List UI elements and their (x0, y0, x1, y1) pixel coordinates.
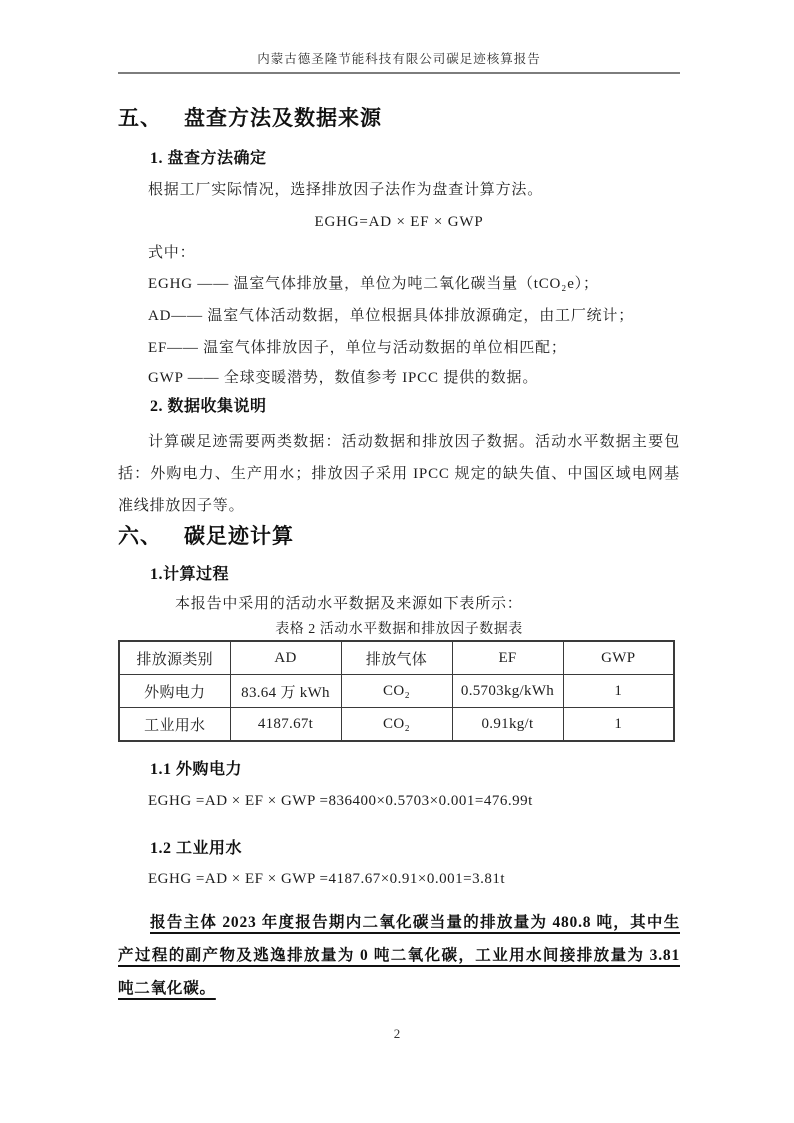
label-where: 式中： (148, 245, 196, 261)
paragraph-data-types: 计算碳足迹需要两类数据：活动数据和排放因子数据。活动水平数据主要包括：外购电力、生产用水；排放因子采用 IPCC 规定的缺失值、中国区域电网基准线排放因子等。 (118, 434, 680, 514)
section-6-heading (118, 522, 680, 550)
table-row-water (119, 708, 674, 742)
cell-water-ef: 0.91kg/t (452, 708, 563, 742)
cell-water-category: 工业用水 (119, 708, 230, 742)
cell-electricity-gas: CO₂ (341, 675, 452, 708)
section-5-heading (118, 104, 680, 132)
conclusion-underlined-text: 报告主体 2023 年度报告期内二氧化碳当量的排放量为 480.8 吨，其中生产过程的副产物及逃逸排放量为 0 吨二氧化碳，工业用水间接排放量为 3.81 吨二氧化碳。 (118, 914, 680, 997)
column-header-source-category: 排放源类别 (119, 641, 230, 675)
subheading-inventory-method: 1. 盘查方法确定 (150, 150, 267, 167)
formula-water-calculation: EGHG =AD × EF × GWP =4187.67×0.91×0.001=3.81t (148, 871, 505, 887)
conclusion-statement (118, 906, 680, 1005)
formula-electricity-calculation: EGHG =AD × EF × GWP =836400×0.5703×0.001=476.99t (148, 793, 533, 809)
section-5-number: 五、 (118, 106, 162, 130)
header-divider (118, 72, 680, 74)
section-5-title: 盘查方法及数据来源 (184, 106, 382, 130)
column-header-ef: EF (452, 641, 563, 675)
page-number: 2 (393, 1026, 401, 1041)
paragraph-method-selection: 根据工厂实际情况，选择排放因子法作为盘查计算方法。 (148, 182, 544, 198)
column-header-gwp: GWP (563, 641, 674, 675)
subheading-purchased-electricity: 1.1 外购电力 (150, 761, 243, 778)
definition-ad: AD—— 温室气体活动数据，单位根据具体排放源确定，由工厂统计； (148, 308, 635, 324)
subheading-industrial-water: 1.2 工业用水 (150, 840, 243, 857)
page-header-title: 内蒙古德圣隆节能科技有限公司碳足迹核算报告 (257, 52, 541, 66)
column-header-gas: 排放气体 (341, 641, 452, 675)
cell-water-gwp: 1 (563, 708, 674, 742)
table-caption: 表格 2 活动水平数据和排放因子数据表 (275, 622, 523, 637)
cell-electricity-gwp: 1 (563, 675, 674, 708)
activity-data-table (118, 640, 675, 742)
cell-electricity-ad: 83.64 万 kWh (230, 675, 341, 708)
definition-gwp: GWP —— 全球变暖潜势，数值参考 IPCC 提供的数据。 (148, 370, 539, 386)
table-row-electricity (119, 675, 674, 708)
section-6-number: 六、 (118, 524, 162, 548)
cell-water-gas: CO₂ (341, 708, 452, 742)
cell-water-ad: 4187.67t (230, 708, 341, 742)
table-header-row (119, 641, 674, 675)
section-6-title: 碳足迹计算 (184, 524, 294, 548)
cell-electricity-category: 外购电力 (119, 675, 230, 708)
definition-eghg: EGHG —— 温室气体排放量，单位为吨二氧化碳当量（tCO₂e）； (148, 276, 599, 292)
definition-ef: EF—— 温室气体排放因子，单位与活动数据的单位相匹配； (148, 340, 567, 356)
column-header-ad: AD (230, 641, 341, 675)
paragraph-table-intro: 本报告中采用的活动水平数据及来源如下表所示： (175, 596, 523, 612)
subheading-calculation-process: 1.计算过程 (150, 566, 230, 583)
formula-eghg-definition: EGHG=AD × EF × GWP (314, 214, 484, 230)
cell-electricity-ef: 0.5703kg/kWh (452, 675, 563, 708)
subheading-data-collection: 2. 数据收集说明 (150, 398, 267, 415)
